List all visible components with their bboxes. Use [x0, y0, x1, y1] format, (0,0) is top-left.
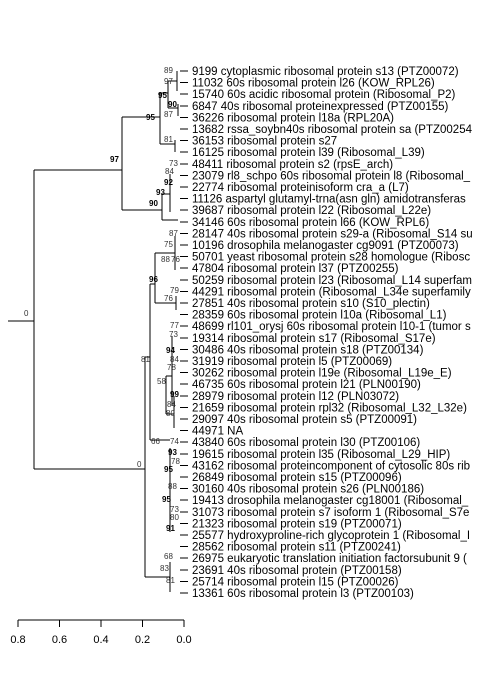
bootstrap-label: 77 — [170, 321, 179, 330]
leaf-label: 23691 40s ribosomal protein (PTZ00158) — [192, 564, 402, 577]
leaf-label: 48699 rl101_orysj 60s ribosomal protein l10-1 (tumor s — [192, 321, 471, 334]
leaf-label: 30160 40s ribosomal protein s26 (PLN00186) — [192, 483, 425, 496]
leaf-label: 26975 eukaryotic translation initiation factorsubunit 9 ( — [192, 553, 467, 566]
leaf-label: 44291 ribosomal protein (Ribosomal_L34e superfamily — [192, 286, 471, 299]
bootstrap-label: 83 — [160, 564, 169, 573]
tree-branches — [8, 71, 178, 592]
axis-tick-label: 0.6 — [51, 634, 68, 646]
leaf-label: 36226 ribosomal protein l18a (RPL20A) — [192, 112, 395, 125]
leaf-label: 15740 60s acidic ribosomal protein (Ribosomal_P2) — [192, 89, 456, 102]
bootstrap-label: 95 — [164, 465, 173, 474]
leaf-label: 25577 hydroxyproline-rich glycoprotein 1 (Ribosomal_I — [192, 530, 471, 542]
bootstrap-label: 81 — [166, 576, 175, 585]
leaf-label: 19314 ribosomal protein s17 (Ribosomal_S17e) — [192, 332, 436, 345]
bootstrap-label: 74 — [170, 437, 179, 446]
bootstrap-label: 81 — [141, 355, 150, 364]
leaf-label: 46735 60s ribosomal protein l21 (PLN00190) — [192, 379, 421, 392]
leaf-label: 11126 aspartyl glutamyl-trna(asn gln) amidotransferas — [192, 193, 466, 206]
bootstrap-label: 96 — [149, 275, 158, 284]
leaf-label: 16125 ribosomal protein l39 (Ribosomal_L39) — [192, 147, 425, 160]
leaf-label: 26849 ribosomal protein s15 (PTZ00096) — [192, 472, 402, 484]
leaf-label: 22774 ribosomal proteinisoform cra_a (L7) — [192, 182, 409, 194]
bootstrap-label: 94 — [166, 346, 175, 355]
bootstrap-label: 68 — [164, 552, 173, 561]
bootstrap-label: 97 — [110, 155, 119, 164]
leaf-label: 28359 60s ribosomal protein l10a (Ribosomal_L1) — [192, 309, 447, 322]
bootstrap-label: 95 — [158, 91, 167, 100]
bootstrap-label: 66 — [151, 437, 160, 446]
bootstrap-label: 79 — [170, 286, 179, 295]
leaf-label: 50259 ribosomal protein l23 (Ribosomal_L14 superfam — [192, 274, 472, 287]
bootstrap-label: 95 — [146, 113, 155, 122]
leaf-label: 44971 NA — [192, 425, 244, 438]
leaf-label: 19615 ribosomal protein l35 (Ribosomal_L29_HIP) — [192, 448, 451, 461]
leaf-label: 34146 60s ribosomal protein l66 (KOW_RPL6) — [192, 216, 430, 229]
axis-tick-label: 0.4 — [93, 634, 109, 646]
leaf-label: 30486 40s ribosomal protein s18 (PTZ00134) — [192, 344, 424, 357]
leaf-label: 19413 drosophila melanogaster cg18001 (Ribosomal_ — [192, 495, 469, 508]
bootstrap-label: 90 — [149, 199, 158, 208]
bootstrap-label: 90 — [168, 100, 177, 109]
bootstrap-label: 89 — [164, 66, 173, 75]
axis-tick-label: 0.8 — [10, 634, 26, 646]
leaf-label: 43162 ribosomal proteincomponent of cytosolic 80s rib — [192, 460, 471, 473]
distance-axis — [10, 620, 191, 646]
bootstrap-label: 88 — [161, 255, 170, 264]
bootstrap-values — [24, 66, 180, 585]
leaf-label: 28979 ribosomal protein l12 (PLN03072) — [192, 390, 400, 403]
leaf-label: 29097 40s ribosomal protein s5 (PTZ00091) — [192, 414, 418, 426]
bootstrap-label: 84 — [167, 400, 176, 409]
leaf-label: 13361 60s ribosomal protein l3 (PTZ00103) — [192, 588, 414, 600]
leaf-label: 31073 ribosomal protein s7 isoform 1 (Ribosomal_S7e — [192, 506, 470, 519]
leaf-label: 48411 ribosomal protein s2 (rpsE_arch) — [192, 158, 394, 171]
bootstrap-label: 80 — [166, 409, 175, 418]
bootstrap-label: 97 — [164, 77, 173, 86]
leaf-label: 39687 ribosomal protein l22 (Ribosomal_L22e) — [192, 205, 432, 218]
leaf-label: 25714 ribosomal protein l15 (PTZ00026) — [192, 576, 399, 589]
bootstrap-label: 73 — [169, 330, 178, 339]
bootstrap-label: 93 — [156, 188, 165, 197]
leaf-label: 23079 rl8_schpo 60s ribosomal protein l8 (Ribosomal_ — [192, 170, 471, 183]
bootstrap-label: 84 — [170, 355, 179, 364]
bootstrap-label: 95 — [162, 495, 171, 504]
leaf-label: 27851 40s ribosomal protein s10 (S10_plectin) — [192, 298, 430, 310]
bootstrap-label: 76 — [164, 294, 173, 303]
bootstrap-label: 93 — [168, 448, 177, 457]
leaf-label: 31919 ribosomal protein l5 (PTZ00069) — [192, 356, 393, 368]
leaf-label: 36153 ribosomal protein s27 — [192, 135, 338, 148]
leaf-label: 21323 ribosomal protein s19 (PTZ00071) — [192, 518, 402, 531]
leaf-label: 50701 yeast ribosomal protein s28 homologue (Ribosc — [192, 251, 471, 264]
bootstrap-label: 99 — [170, 390, 179, 399]
bootstrap-label: 0 — [137, 460, 142, 469]
bootstrap-label: 81 — [164, 135, 173, 144]
axis-tick-label: 0.2 — [134, 634, 151, 646]
leaf-label: 11032 60s ribosomal protein l26 (KOW_RPL26) — [192, 77, 435, 90]
axis-tick-label: 0.0 — [176, 634, 192, 646]
bootstrap-label: 58 — [157, 377, 166, 386]
bootstrap-label: 78 — [167, 363, 176, 372]
leaf-label: 28147 40s ribosomal protein s29-a (Ribosomal_S14 su — [192, 228, 473, 241]
bootstrap-label: 73 — [170, 505, 179, 514]
bootstrap-label: 76 — [171, 255, 180, 264]
leaf-label: 21659 ribosomal protein rpl32 (Ribosomal_L32_L32e) — [192, 402, 467, 415]
leaf-label: 13682 rssa_soybn40s ribosomal protein sa (PTZ00254 — [192, 124, 472, 136]
leaf-label: 47804 ribosomal protein l37 (PTZ00255) — [192, 263, 399, 276]
leaf-label: 30262 ribosomal protein l19e (Ribosomal_L19e_E) — [192, 367, 452, 380]
bootstrap-label: 87 — [164, 110, 173, 119]
bootstrap-label: 91 — [166, 524, 175, 533]
bootstrap-label: 73 — [169, 159, 178, 168]
bootstrap-label: 75 — [164, 240, 173, 249]
bootstrap-label: 87 — [169, 229, 178, 238]
leaf-label: 43840 60s ribosomal protein l30 (PTZ00106) — [192, 437, 421, 450]
leaf-label: 10196 drosophila melanogaster cg9091 (PTZ00073) — [192, 240, 459, 252]
bootstrap-label: 0 — [24, 309, 29, 318]
leaf-label: 28562 ribosomal protein s11 (PTZ00241) — [192, 541, 401, 554]
bootstrap-label: 92 — [164, 178, 173, 187]
leaf-labels — [180, 66, 473, 600]
bootstrap-label: 84 — [165, 167, 174, 176]
leaf-label: 6847 40s ribosomal proteinexpressed (PTZ00155) — [192, 100, 449, 113]
bootstrap-label: 80 — [170, 513, 179, 522]
leaf-label: 9199 cytoplasmic ribosomal protein s13 (PTZ00072) — [192, 66, 459, 78]
bootstrap-label: 88 — [168, 482, 177, 491]
bootstrap-label: 78 — [171, 457, 180, 466]
